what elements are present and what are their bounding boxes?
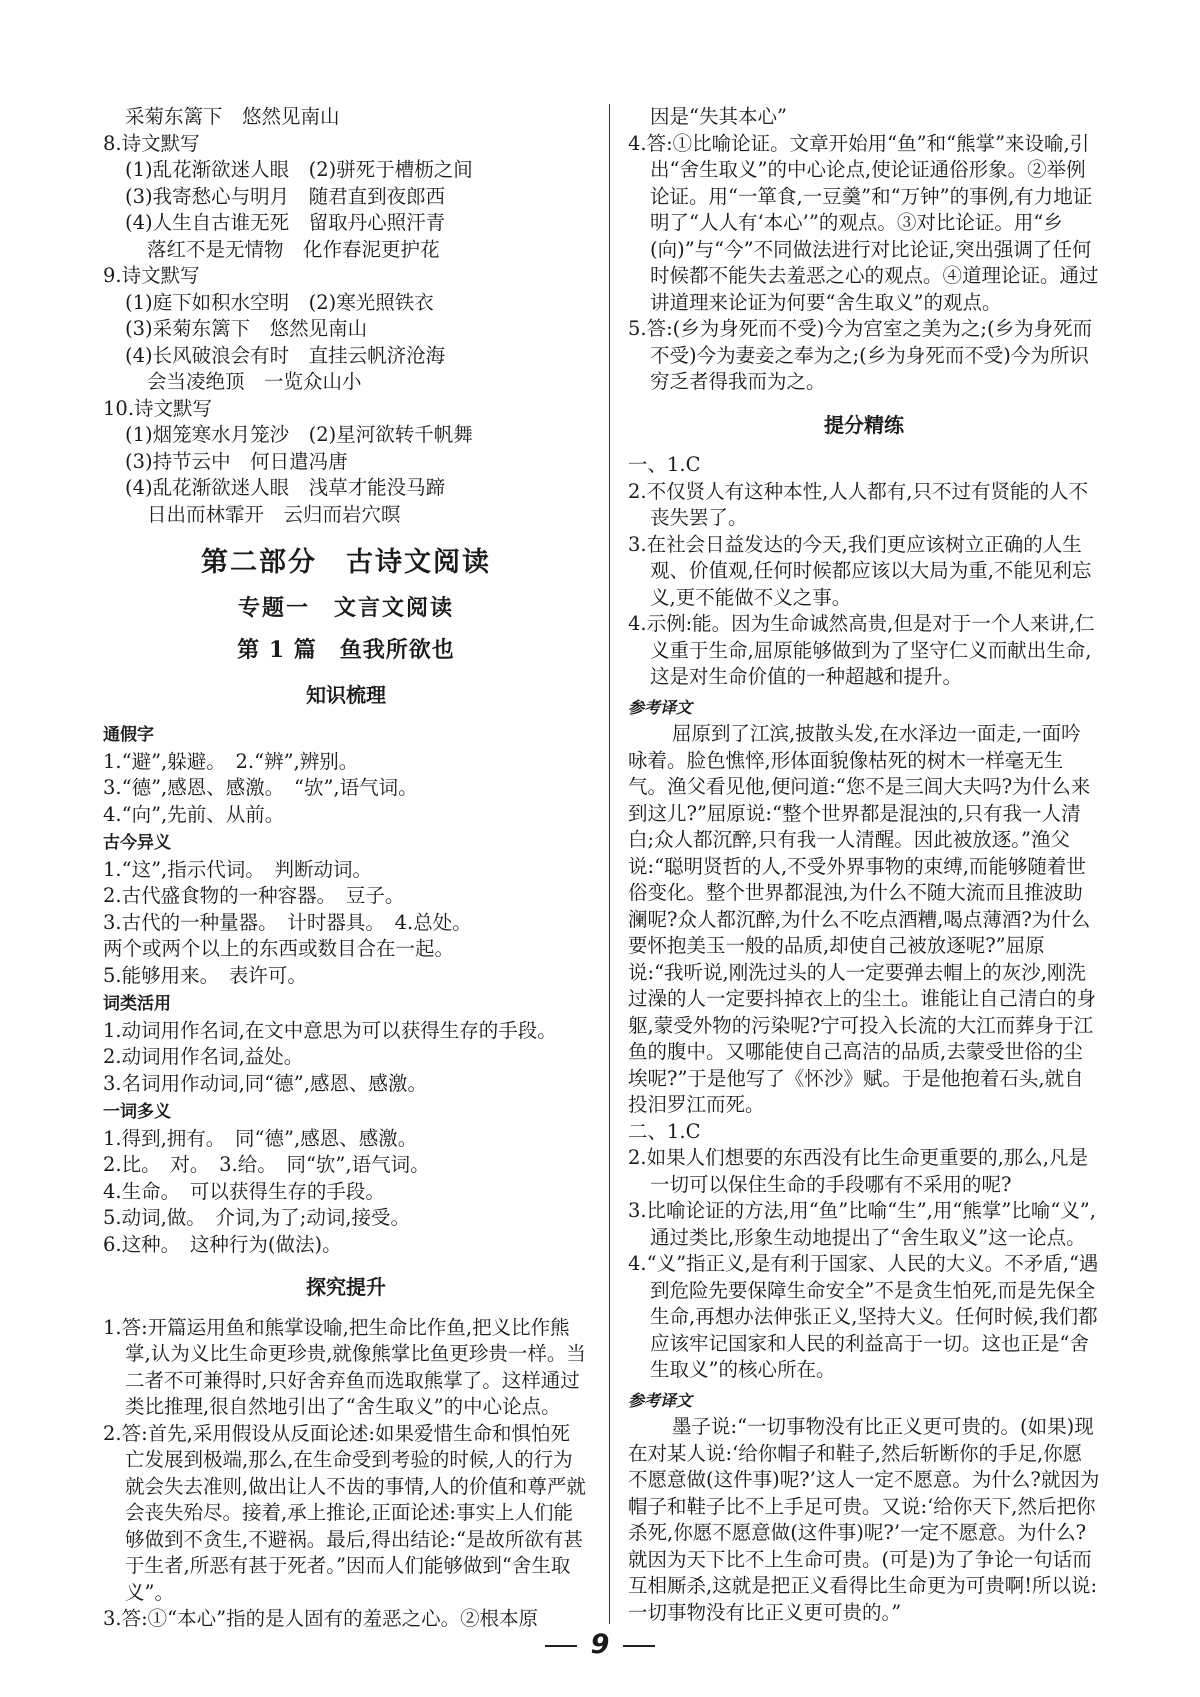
practice-answer: 3.在社会日益发达的今天,我们更应该树立正确的人生观、价值观,任何时候都应该以大局为重,不能见利忘义,更不能做不义之事。 bbox=[628, 532, 1092, 609]
reference-translation-label-1: 参考译文 bbox=[628, 697, 693, 717]
answer-line: 落红不是无情物 化作春泥更护花 bbox=[147, 237, 440, 261]
knowledge-line: 两个或两个以上的东西或数目合在一起。 bbox=[103, 937, 455, 960]
answer-line: (1)烟笼寒水月笼沙 (2)星河欲转千帆舞 bbox=[125, 423, 473, 446]
practice-answer: 2.不仅贤人有这种本性,人人都有,只不过有贤能的人不丧失罢了。 bbox=[628, 479, 1089, 529]
knowledge-subheading: 通假字 bbox=[103, 725, 154, 745]
answer-line: 10.诗文默写 bbox=[103, 396, 213, 420]
practice-answer: 2.如果人们想要的东西没有比生命更重要的,那么,凡是一切可以保住生命的手段哪有不采用的呢? bbox=[628, 1146, 1089, 1196]
knowledge-subheading: 古今异义 bbox=[103, 833, 171, 853]
answer-line: (1)庭下如积水空明 (2)寒光照铁衣 bbox=[125, 290, 434, 314]
practice-answer: 3.比喻论证的方法,用“鱼”比喻“生”,用“熊掌”比喻“义”,通过类比,形象生动地提出了“舍生取义”这一论点。 bbox=[628, 1199, 1096, 1249]
knowledge-line: 2.比。 对。 3.给。 同“欤”,语气词。 bbox=[103, 1153, 430, 1176]
knowledge-subheading: 一词多义 bbox=[103, 1102, 171, 1122]
answer-line: (3)持节云中 何日遣冯唐 bbox=[125, 449, 348, 473]
answer-line: 8.诗文默写 bbox=[103, 131, 200, 155]
knowledge-line: 1.“避”,躲避。 2.“辨”,辨别。 bbox=[103, 749, 359, 773]
answer-line: 会当凌绝顶 一览众山小 bbox=[147, 370, 362, 393]
knowledge-line: 2.古代盛食物的一种容器。 豆子。 bbox=[103, 884, 405, 907]
answer-line: (1)乱花渐欲迷人眼 (2)骈死于槽枥之间 bbox=[125, 158, 473, 181]
explore-answer: 3.答:①“本心”指的是人固有的羞恶之心。②根本原 bbox=[103, 1607, 539, 1630]
page-footer bbox=[0, 1629, 1200, 1660]
knowledge-line: 5.能够用来。 表许可。 bbox=[103, 963, 307, 987]
explore-answer: 1.答:开篇运用鱼和熊掌设喻,把生命比作鱼,把义比作熊掌,认为义比生命更珍贵,就像熊掌比鱼更珍贵一样。当二者不可兼得时,只好舍弃鱼而选取熊掌了。这样通过类比推理,很自然地引出了“舍生取义”的中心论点。 bbox=[103, 1315, 586, 1418]
part-title: 第二部分 古诗文阅读 bbox=[201, 547, 491, 578]
knowledge-line: 5.动词,做。 介词,为了;动词,接受。 bbox=[103, 1206, 411, 1229]
explore-answer: 2.答:首先,采用假设从反面论述:如果爱惜生命和惧怕死亡发展到极端,那么,在生命受到考验的时候,人的行为就会失去准则,做出让人不齿的事情,人的价值和尊严就会丧失殆尽。接着,承上推论,正面论述:事实上人们能够做到不贪生,不避祸。最后,得出结论:“是故所欲有甚于生者,所恶有甚于死者。”因而人们能够做到“舍生取义”。 bbox=[103, 1421, 586, 1604]
answer-line: (4)乱花渐欲迷人眼 浅草才能没马蹄 bbox=[125, 476, 446, 499]
practice-answers-2 bbox=[628, 1119, 1100, 1384]
article-title: 第 1 篇 鱼我所欲也 bbox=[237, 637, 455, 663]
explore-answer: 4.答:①比喻论证。文章开始用“鱼”和“熊掌”来设喻,引出“舍生取义”的中心论点,使论证通俗形象。②举例论证。用“一箪食,一豆羹”和“万钟”的事例,有力地证明了“人人有‘本心’”的观点。③对比论证。用“乡(向)”与“今”不同做法进行对比论证,突出强调了任何时候都不能失去羞恶之心的观点。④道理论证。通过讲道理来论证为何要“舍生取义”的观点。 bbox=[628, 131, 1099, 314]
practice-answer: 二、1.C bbox=[628, 1119, 701, 1143]
knowledge-line: 1.“这”,指示代词。 判断动词。 bbox=[103, 857, 372, 881]
page-number: 9 bbox=[590, 1629, 610, 1660]
answer-line: 9.诗文默写 bbox=[103, 264, 200, 287]
right-column bbox=[628, 104, 1100, 1626]
knowledge-line: 3.古代的一种量器。 计时器具。 4.总处。 bbox=[103, 910, 472, 934]
answer-line: (3)我寄愁心与明月 随君直到夜郎西 bbox=[125, 184, 446, 208]
knowledge-line: 2.动词用作名词,益处。 bbox=[103, 1045, 304, 1068]
reference-translation-1: 屈原到了江滨,披散头发,在水泽边一面走,一面吟咏着。脸色憔悴,形体面貌像枯死的树木一样毫无生气。渔父看见他,便问道:“您不是三闾大夫吗?为什么来到这儿?”屈原说:“整个世界都是混浊的,只有我一人清白;众人都沉醉,只有我一人清醒。因此被放逐。”渔父说:“聪明贤哲的人,不受外界事物的束缚,而能够随着世俗变化。整个世界都混浊,为什么不随大流而且推波助澜呢?众人都沉醉,为什么不吃点酒糟,喝点薄酒?为什么要怀抱美玉一般的品质,却使自己被放逐呢?”屈原说:“我听说,刚洗过头的人一定要弹去帽上的灰沙,刚洗过澡的人一定要抖掉衣上的尘土。谁能让自己清白的身躯,蒙受外物的污染呢?宁可投入长流的大江而葬身于江鱼的腹中。又哪能使自己高洁的品质,去蒙受世俗的尘埃呢?”于是他写了《怀沙》赋。于是他抱着石头,就自投汨罗江而死。 bbox=[628, 722, 1097, 1116]
answer-line: (3)采菊东篱下 悠然见南山 bbox=[125, 317, 368, 340]
column-divider bbox=[609, 104, 610, 1624]
section-title-explore: 探究提升 bbox=[306, 1275, 386, 1299]
answer-line: 采菊东篱下 悠然见南山 bbox=[125, 105, 340, 128]
section-title-practice: 提分精练 bbox=[824, 412, 904, 437]
knowledge-line: 1.动词用作名词,在文中意思为可以获得生存的手段。 bbox=[103, 1018, 557, 1042]
practice-answer: 一、1.C bbox=[628, 453, 701, 476]
topic-title: 专题一 文言文阅读 bbox=[237, 594, 454, 621]
explore-answers-continued bbox=[628, 104, 1100, 396]
practice-answers-1 bbox=[628, 452, 1100, 691]
explore-answers bbox=[103, 1315, 589, 1633]
explore-answer: 5.答:(乡为身死而不受)今为宫室之美为之;(乡为身死而不受)今为妻妾之奉为之;(乡为身死而不受)今为所识穷乏者得我而为之。 bbox=[628, 317, 1093, 393]
knowledge-subheading: 词类活用 bbox=[103, 994, 171, 1014]
left-column bbox=[103, 104, 589, 1633]
page-number-dash-right bbox=[623, 1645, 655, 1647]
explore-answer: 因是“失其本心” bbox=[650, 105, 787, 128]
poem-dictation-answers bbox=[103, 104, 589, 528]
reference-translation-2: 墨子说:“一切事物没有比正义更可贵的。(如果)现在对某人说:‘给你帽子和鞋子,然后斩断你的手足,你愿不愿意做(这件事)呢?’这人一定不愿意。为什么?就因为帽子和鞋子比不上手足可贵。又说:‘给你天下,然后把你杀死,你愿不愿意做(这件事)呢?’一定不愿意。为什么?就因为天下比不上生命可贵。(可是)为了争论一句话而互相厮杀,这就是把正义看得比生命更为可贵啊!所以说:一切事物没有比正义更可贵的。” bbox=[628, 1415, 1100, 1624]
answer-line: (4)人生自古谁无死 留取丹心照汗青 bbox=[125, 211, 446, 234]
answer-line: 日出而林霏开 云归而岩穴暝 bbox=[147, 502, 401, 526]
practice-answer: 4.示例:能。因为生命诚然高贵,但是对于一个人来讲,仁义重于生命,屈原能够做到为了坚守仁义而献出生命,这是对生命价值的一种超越和提升。 bbox=[628, 612, 1095, 688]
knowledge-line: 4.“向”,先前、从前。 bbox=[103, 802, 285, 826]
knowledge-line: 1.得到,拥有。 同“德”,感恩、感激。 bbox=[103, 1126, 418, 1150]
page-number-dash-left bbox=[545, 1645, 577, 1647]
knowledge-line: 3.名词用作动词,同“德”,感恩、感激。 bbox=[103, 1071, 427, 1095]
answer-line: (4)长风破浪会有时 直挂云帆济沧海 bbox=[125, 343, 446, 367]
knowledge-groups bbox=[103, 722, 589, 1258]
reference-translation-label-2: 参考译文 bbox=[628, 1390, 693, 1410]
knowledge-line: 6.这种。 这种行为(做法)。 bbox=[103, 1232, 342, 1256]
section-title-knowledge: 知识梳理 bbox=[306, 682, 386, 707]
practice-answer: 4.“义”指正义,是有利于国家、人民的大义。不矛盾,“遇到危险先要保障生命安全”不是贪生怕死,而是先保全生命,再想办法伸张正义,坚持大义。任何时候,我们都应该牢记国家和人民的利益高于一切。这也正是“舍生取义”的核心所在。 bbox=[628, 1252, 1099, 1381]
knowledge-line: 4.生命。 可以获得生存的手段。 bbox=[103, 1179, 385, 1203]
knowledge-line: 3.“德”,感恩、感激。 “欤”,语气词。 bbox=[103, 776, 418, 799]
